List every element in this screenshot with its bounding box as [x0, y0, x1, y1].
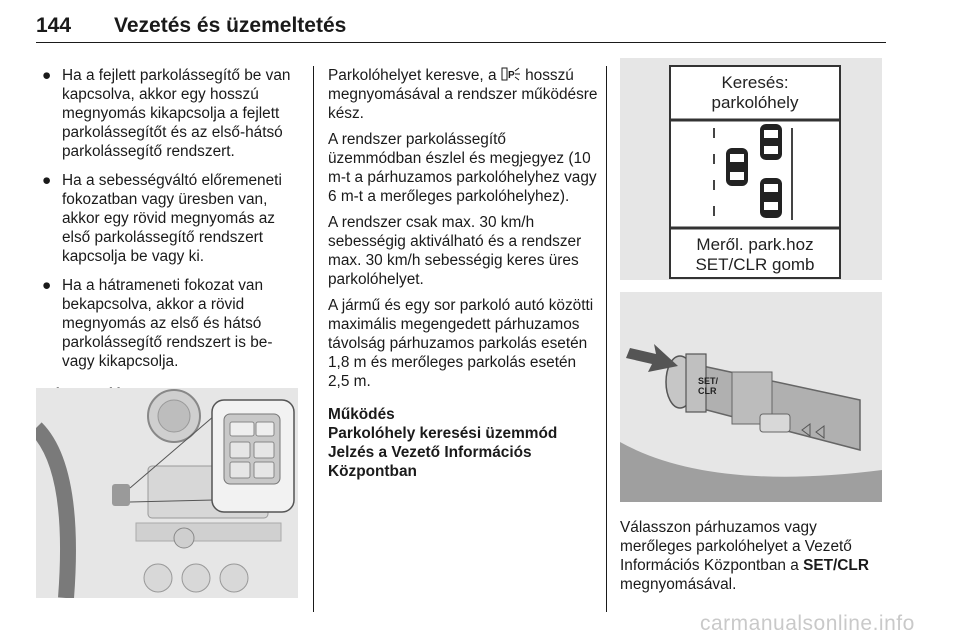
display-line-1: Keresés: [721, 73, 789, 92]
display-line-2: parkolóhely [711, 93, 799, 112]
section-heading-mukodes: Működés [328, 406, 395, 423]
set-clr-button-label: SET/CLR [803, 557, 869, 574]
bullet-item: ● Ha a hátrameneti fokozat van bekapcsolva, akkor a rövid megnyomás az első és hátsó parkolássegítő rendszert is be-vagy kikapcsolja. [42, 277, 273, 370]
paragraph: Parkolóhelyet keresve, a P hosszú megnyomásával a rendszer működésre kész. [328, 67, 598, 122]
watermark: carmanualsonline.info [700, 612, 915, 635]
paragraph: A jármű és egy sor parkoló autó közötti maximális megengedett párhuzamos távolság párhuzamos parkolás esetén 1,8 m és merőleges parkolás esetén 2,5 m. [328, 297, 594, 390]
car-icon [726, 148, 748, 186]
column-divider [606, 66, 607, 612]
chapter-title: Vezetés és üzemeltetés [114, 14, 347, 37]
display-line-3: Meről. park.hoz [696, 235, 814, 254]
column-divider [313, 66, 314, 612]
bullet-item: ● Ha a sebességváltó előremeneti fokozatban vagy üresben van, akkor egy rövid megnyomás az első parkolássegítő rendszert kapcsolja be vagy ki. [42, 172, 282, 265]
parking-assist-icon [501, 67, 521, 81]
display-illustration [620, 58, 882, 280]
paragraph: A rendszer parkolássegítő üzemmódban észlel és megjegyez (10 m-t a párhuzamos parkolóhelyhez vagy 6 m-t a merőleges parkolóhelyhez). [328, 131, 597, 205]
column-right [620, 518, 890, 601]
subsection-heading: Parkolóhely keresési üzemmód Jelzés a Vezető Információs Központban [328, 425, 558, 480]
display-line-4: SET/CLR gomb [695, 255, 815, 274]
column-left [36, 66, 300, 404]
stalk-illustration [620, 292, 882, 502]
paragraph: Válasszon párhuzamos vagy merőleges parkolóhelyet a Vezető Információs Központban a SET/CLR megnyomásával. [620, 519, 869, 593]
column-middle [328, 66, 600, 481]
paragraph: A rendszer csak max. 30 km/h sebességig aktiválható és a rendszer max. 30 km/h sebességig keres üres parkolóhelyet. [328, 214, 582, 288]
dashboard-illustration [36, 388, 298, 598]
stalk-label-clr: CLR [698, 386, 717, 396]
stalk-label-set: SET/ [698, 376, 719, 386]
page-number: 144 [36, 14, 72, 37]
page-header [36, 8, 886, 43]
bullet-item: ● Ha a fejlett parkolássegítő be van kapcsolva, akkor egy hosszú megnyomás kikapcsolja a fejlett parkolássegítőt és az első-hátsó parkolássegítő rendszert. [42, 67, 291, 160]
svg-text:P: P [507, 70, 515, 81]
